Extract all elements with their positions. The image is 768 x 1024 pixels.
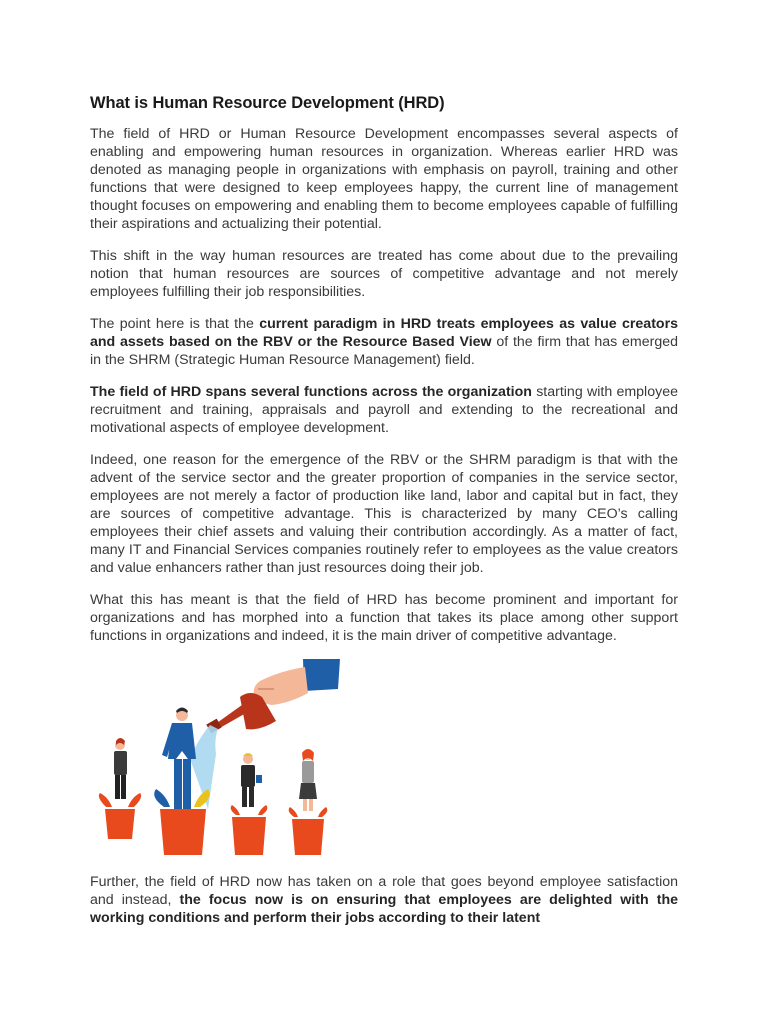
- paragraph-3: [90, 315, 678, 369]
- paragraph-5: Indeed, one reason for the emergence of the RBV or the SHRM paradigm is that with the advent of the service sector and the greater proportion of companies in the service sector, employees are not merely a factor of production like land, labor and capital but in fact, they are sources of competitive advantage. This is characterized by many CEO’s calling employees their chief assets and valuing their contribution accordingly. As a matter of fact, many IT and Financial Services companies routinely refer to employees as the value creators and value enhancers rather than just resources doing their job.: [90, 452, 678, 576]
- illustration-svg: [90, 659, 390, 869]
- person-3: [241, 753, 262, 807]
- person-4: [299, 749, 317, 811]
- paragraph-4-text: starting with employee recruitment and training, appraisals and payroll and extending to the recreational and motivational aspects of employee development.: [90, 384, 678, 436]
- plant-4: [289, 807, 328, 855]
- page-title: What is Human Resource Development (HRD): [90, 94, 445, 112]
- person-1: [114, 738, 127, 799]
- paragraph-1: The field of HRD or Human Resource Development encompasses several aspects of enabling and empowering human resources in organization. Whereas earlier HRD was denoted as managing people in organizations with emphasis on payroll, training and other functions that were designed to keep employees happy, the current line of management thought focuses on empowering and enabling them to become employees capable of fulfilling their aspirations and actualizing their potential.: [90, 126, 678, 232]
- paragraph-2: This shift in the way human resources are treated has come about due to the prevailing notion that human resources are sources of competitive advantage and not merely employees fulfilling their job responsibilities.: [90, 248, 678, 300]
- paragraph-6: What this has meant is that the field of HRD has become prominent and important for organizations and has morphed into a function that takes its place among other support functions in organizations and indeed, it is the main driver of competitive advantage.: [90, 592, 678, 644]
- paragraph-3-bold: current paradigm in HRD treats employees as value creators and assets based on the RBV or the Resource Based View: [90, 316, 678, 350]
- article: [90, 94, 678, 941]
- hand-icon: [254, 659, 340, 705]
- person-2: [162, 708, 196, 810]
- paragraph-7-bold: the focus now is on ensuring that employees are delighted with the working conditions and perform their jobs according to their latent: [90, 892, 678, 926]
- paragraph-3-text: The point here is that the: [90, 316, 260, 332]
- paragraph-4: [90, 383, 678, 437]
- paragraph-7-text: Further, the field of HRD now has taken on a role that goes beyond employee satisfaction and instead,: [90, 874, 678, 908]
- paragraph-4-bold: The field of HRD spans several functions across the organization: [90, 384, 532, 400]
- watering-employees-illustration: [90, 659, 678, 869]
- plant-3: [231, 805, 268, 855]
- paragraph-3-text-end: of the firm that has emerged in the SHRM (Strategic Human Resource Management) field.: [90, 334, 678, 368]
- paragraph-7: [90, 873, 678, 927]
- plant-1: [99, 793, 141, 839]
